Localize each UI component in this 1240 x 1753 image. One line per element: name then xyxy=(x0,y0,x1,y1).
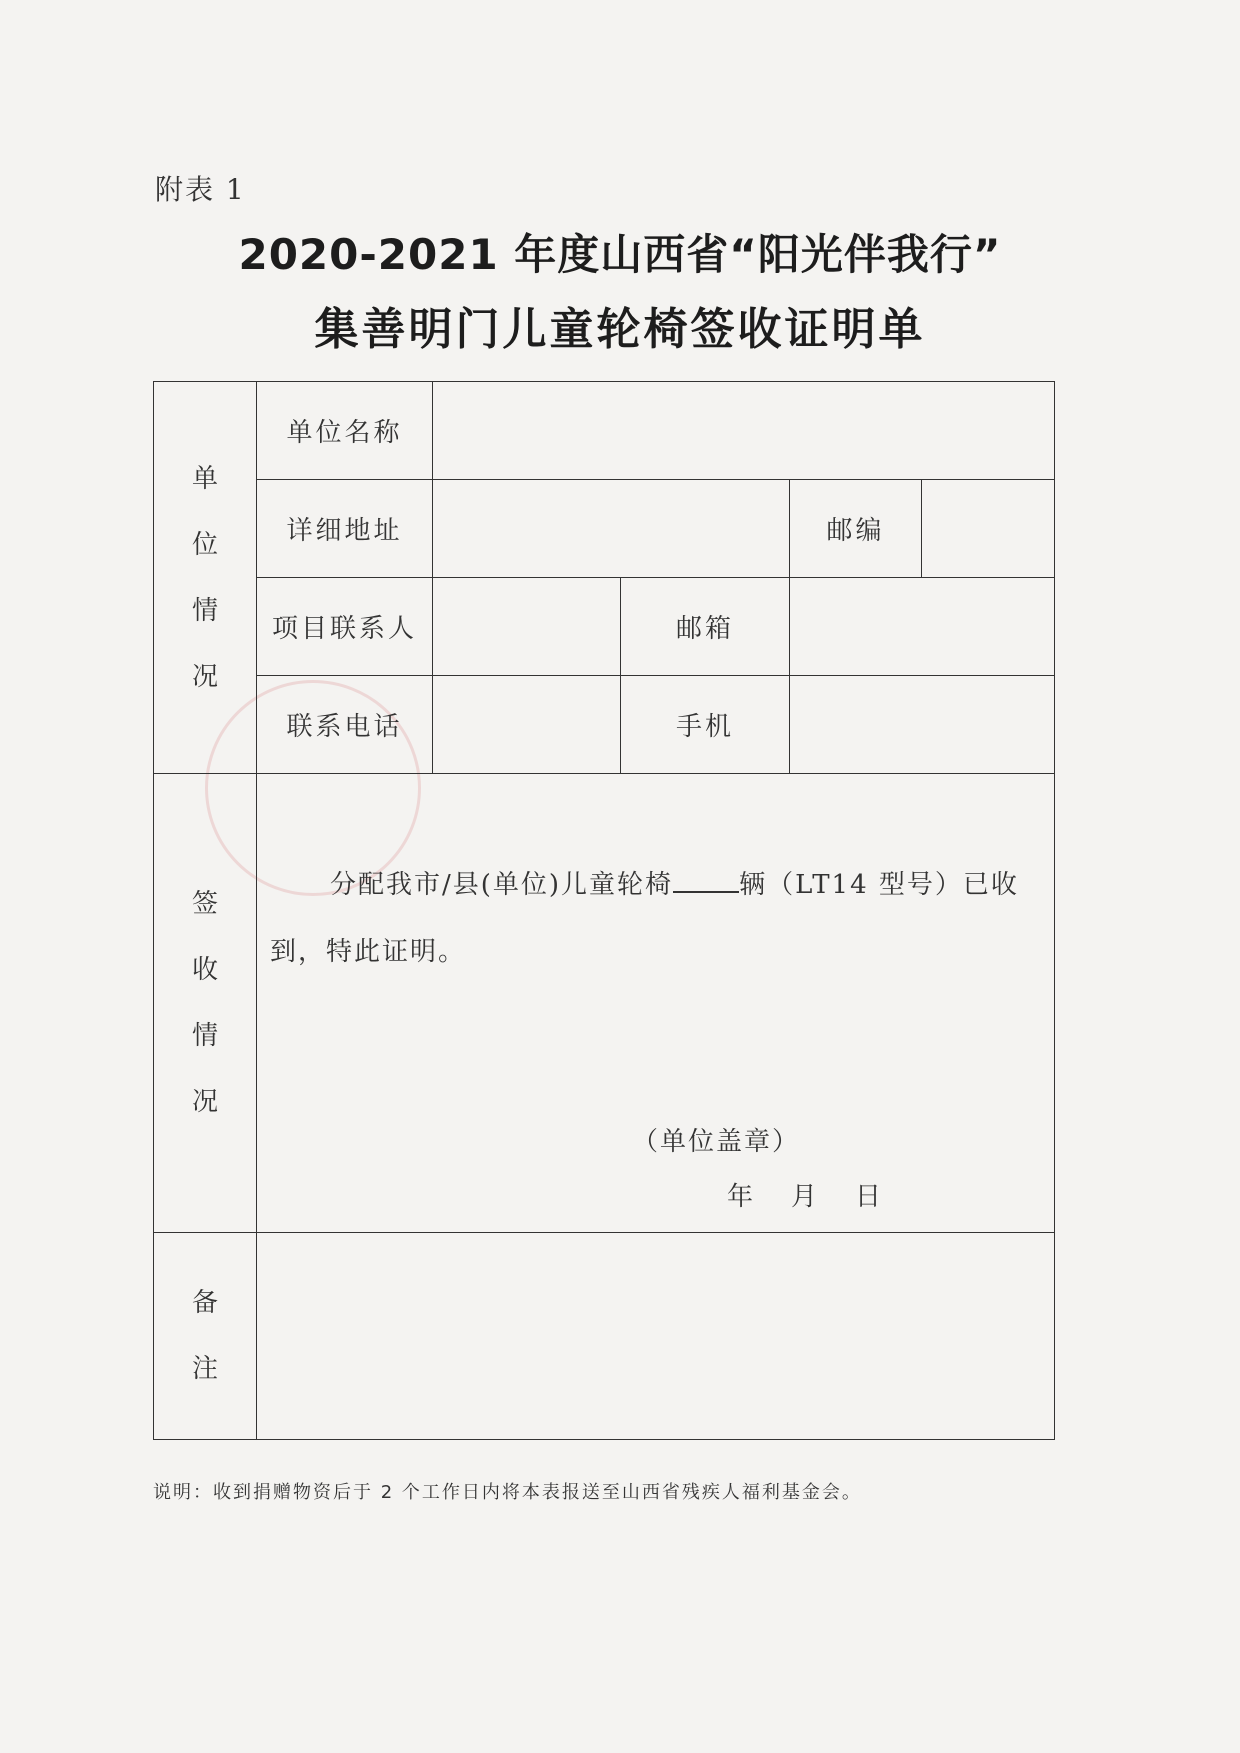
attachment-label: 附表 1 xyxy=(155,173,246,206)
receipt-section-label: 签 收 情 况 xyxy=(154,774,257,1233)
unit-section-label: 单 位 情 况 xyxy=(154,382,257,774)
receipt-statement: 分配我市/县(单位)儿童轮椅 辆（LT14 型号）已收 到，特此证明。 xyxy=(270,852,1044,986)
quantity-blank[interactable] xyxy=(673,867,739,893)
footer-note: 说明：收到捐赠物资后于 2 个工作日内将本表报送至山西省残疾人福利基金会。 xyxy=(153,1482,862,1503)
email-field[interactable] xyxy=(790,578,1055,676)
contact-person-field[interactable] xyxy=(433,578,621,676)
email-label: 邮箱 xyxy=(621,578,790,676)
receipt-form-table xyxy=(153,381,1055,1440)
title-line-2: 集善明门儿童轮椅签收证明单 xyxy=(314,304,926,355)
unit-name-label: 单位名称 xyxy=(257,382,433,480)
postcode-label: 邮编 xyxy=(790,480,922,578)
receipt-statement-cell xyxy=(257,774,1055,1233)
mobile-field[interactable] xyxy=(790,676,1055,774)
phone-field[interactable] xyxy=(433,676,621,774)
mobile-label: 手机 xyxy=(621,676,790,774)
phone-label: 联系电话 xyxy=(257,676,433,774)
unit-name-field[interactable] xyxy=(433,382,1055,480)
address-field[interactable] xyxy=(433,480,790,578)
date-line: 年 月 日 xyxy=(727,1182,882,1212)
receipt-statement-line2: 到，特此证明。 xyxy=(270,937,467,967)
unit-seal-label: （单位盖章） xyxy=(632,1127,801,1157)
address-label: 详细地址 xyxy=(257,480,433,578)
contact-person-label: 项目联系人 xyxy=(257,578,433,676)
title-line-1: 2020-2021 年度山西省“阳光伴我行” xyxy=(238,230,1002,279)
remarks-section-label: 备 注 xyxy=(154,1233,257,1440)
remarks-field[interactable] xyxy=(257,1233,1055,1440)
postcode-field[interactable] xyxy=(922,480,1055,578)
